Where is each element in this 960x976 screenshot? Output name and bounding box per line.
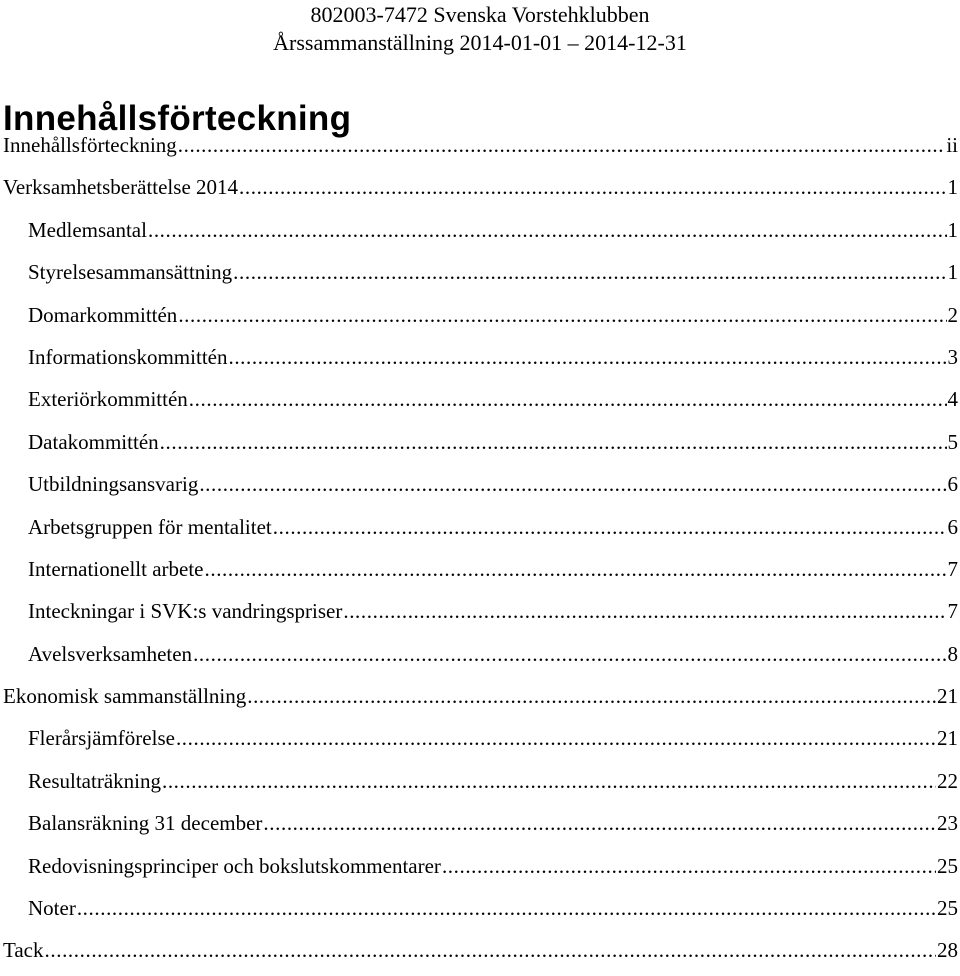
toc-entry-page: 8 — [947, 641, 958, 666]
toc-entry-label: Balansräkning 31 december — [28, 811, 263, 836]
toc-entry-page: 1 — [947, 175, 958, 200]
toc-dot-leader — [178, 124, 946, 166]
toc-dot-leader — [148, 209, 947, 251]
toc-entry-label: Exteriörkommittén — [28, 387, 188, 412]
toc-entry-label: Domarkommittén — [28, 302, 178, 327]
toc-entry-label: Verksamhetsberättelse 2014 — [3, 175, 239, 200]
toc-entry[interactable] — [0, 209, 958, 251]
toc-dot-leader — [263, 802, 936, 844]
toc-entry-page: 4 — [947, 387, 958, 412]
toc-dot-leader — [233, 251, 946, 293]
toc-dot-leader — [273, 506, 947, 548]
toc-entry-label: Styrelsesammansättning — [28, 260, 233, 285]
toc-dot-leader — [77, 887, 936, 929]
toc-entry-label: Avelsverksamheten — [28, 641, 193, 666]
toc-dot-leader — [160, 421, 947, 463]
toc-dot-leader — [205, 548, 947, 590]
toc-entry-label: Arbetsgruppen för mentalitet — [28, 514, 272, 539]
toc-entry[interactable] — [0, 717, 958, 759]
toc-entry-page: 5 — [947, 429, 958, 454]
toc-entry[interactable] — [0, 336, 958, 378]
toc-dot-leader — [199, 463, 946, 505]
toc-entry[interactable] — [0, 294, 958, 336]
toc-dot-leader — [442, 845, 936, 887]
toc-entry-label: Utbildningsansvarig — [28, 472, 199, 497]
toc-entry-label: Noter — [28, 896, 76, 921]
toc-entry-page: 21 — [937, 684, 958, 709]
toc-dot-leader — [162, 760, 936, 802]
toc-dot-leader — [247, 675, 936, 717]
toc-entry-label: Redovisningsprinciper och bokslutskommentarer — [28, 853, 441, 878]
toc-entry-label: Innehållsförteckning — [3, 133, 177, 157]
toc-entry[interactable] — [0, 124, 958, 166]
toc-entry[interactable] — [0, 633, 958, 675]
toc-dot-leader — [239, 166, 946, 208]
toc-dot-leader — [178, 294, 946, 336]
toc-entry-label: Internationellt arbete — [28, 556, 204, 581]
toc-entry[interactable] — [0, 378, 958, 420]
toc-entry-page: 6 — [947, 514, 958, 539]
toc-entry[interactable] — [0, 421, 958, 463]
toc-dot-leader — [228, 336, 946, 378]
toc-entry-page: 6 — [947, 472, 958, 497]
toc-entry-page: 2 — [947, 302, 958, 327]
toc-entry-label: Flerårsjämförelse — [28, 726, 175, 751]
toc-entry-page: 25 — [937, 853, 958, 878]
toc-entry[interactable] — [0, 166, 958, 208]
toc-entry-page: ii — [946, 133, 958, 157]
toc-entry-label: Resultaträkning — [28, 768, 161, 793]
period-line: Årssammanställning 2014-01-01 – 2014-12-31 — [273, 30, 687, 55]
toc-heading: Innehållsförteckning — [3, 99, 352, 138]
toc-entry[interactable] — [0, 675, 958, 717]
toc-entry-page: 3 — [947, 344, 958, 369]
toc-entry[interactable] — [0, 506, 958, 548]
toc-entry-label: Medlemsantal — [28, 217, 147, 242]
toc-entry-label: Inteckningar i SVK:s vandringspriser — [28, 599, 343, 624]
toc-entry-label: Ekonomisk sammanställning — [3, 684, 247, 709]
toc-entry[interactable] — [0, 929, 958, 971]
toc-entry[interactable] — [0, 463, 958, 505]
toc-entry-page: 7 — [947, 556, 958, 581]
toc-entry-page: 25 — [937, 896, 958, 921]
toc-entry[interactable] — [0, 548, 958, 590]
toc-list — [0, 124, 958, 972]
organization-line: 802003-7472 Svenska Vorstehklubben — [310, 2, 650, 27]
toc-dot-leader — [193, 633, 946, 675]
toc-dot-leader — [343, 590, 946, 632]
toc-entry[interactable] — [0, 590, 958, 632]
toc-entry-label: Datakommittén — [28, 429, 159, 454]
page-header — [0, 0, 960, 57]
toc-entry-page: 7 — [947, 599, 958, 624]
toc-entry-page: 1 — [947, 217, 958, 242]
toc-dot-leader — [45, 929, 936, 971]
toc-entry-label: Informationskommittén — [28, 344, 228, 369]
toc-entry-page: 22 — [937, 768, 958, 793]
toc-entry[interactable] — [0, 802, 958, 844]
toc-dot-leader — [189, 378, 947, 420]
toc-entry[interactable] — [0, 887, 958, 929]
toc-entry-page: 21 — [937, 726, 958, 751]
toc-entry-page: 1 — [947, 260, 958, 285]
toc-entry[interactable] — [0, 251, 958, 293]
toc-entry[interactable] — [0, 845, 958, 887]
toc-entry-page: 23 — [937, 811, 958, 836]
toc-entry[interactable] — [0, 760, 958, 802]
toc-entry-label: Tack — [3, 938, 44, 963]
toc-entry-page: 28 — [937, 938, 958, 963]
toc-dot-leader — [176, 717, 936, 759]
